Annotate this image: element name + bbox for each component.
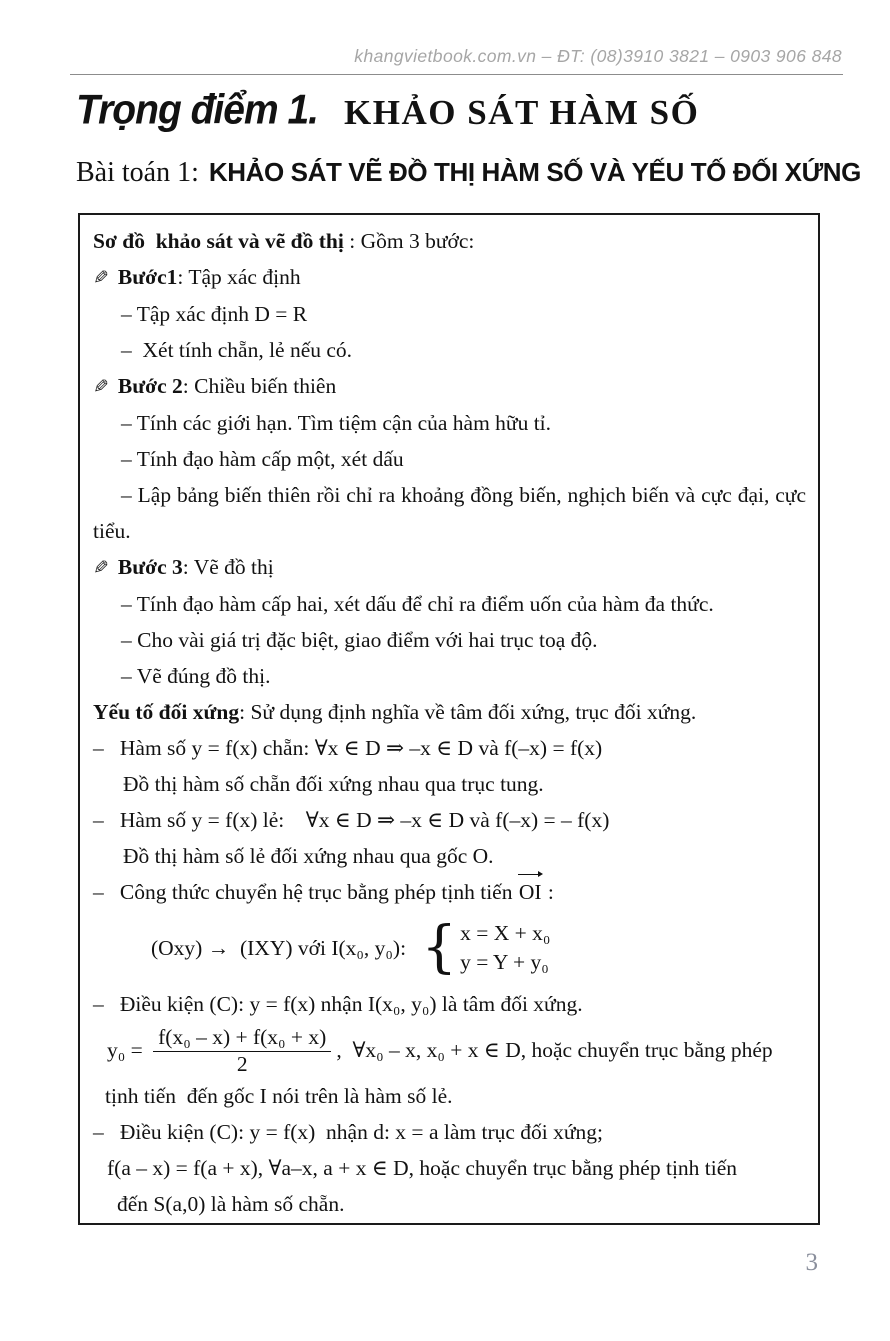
step2-heading xyxy=(93,368,806,405)
pen-icon: ✎ xyxy=(93,557,109,579)
step3-item: – Vẽ đúng đồ thị. xyxy=(121,664,271,688)
center-condition-formula xyxy=(93,1022,806,1078)
header-url: khangvietbook.com.vn – ĐT: (08)3910 3821 – 0903 906 848 xyxy=(354,46,842,66)
section-subtitle xyxy=(76,157,861,189)
fraction-denominator: 2 xyxy=(236,1051,248,1076)
odd-function-note: Đồ thị hàm số lẻ đối xứng nhau qua gốc O. xyxy=(123,844,494,868)
fraction-lhs: y₀ = xyxy=(107,1037,149,1062)
page-title-script: Trọng điểm 1. xyxy=(76,87,318,133)
subtitle-lead: Bài toán 1: xyxy=(76,157,199,188)
brace-glyph: { xyxy=(421,915,458,980)
step3-rest: : Vẽ đồ thị xyxy=(182,555,274,579)
step2-rest: : Chiều biến thiên xyxy=(182,374,337,398)
translate-lead: – Công thức chuyển hệ trục bằng phép tịnh tiến xyxy=(93,880,518,904)
system-eq2: y = Y + y₀ xyxy=(460,950,549,974)
subtitle-main: KHẢO SÁT VẼ ĐỒ THỊ HÀM SỐ VÀ YẾU TỐ ĐỐI XỨNG xyxy=(208,157,861,187)
page-title-main: KHẢO SÁT HÀM SỐ xyxy=(344,93,700,132)
coordinate-system-formula xyxy=(93,910,806,986)
step1-heading xyxy=(93,259,806,296)
pen-icon: ✎ xyxy=(93,267,109,289)
step2-paragraph: – Lập bảng biến thiên rồi chỉ ra khoảng đồng biến, nghịch biến và cực đại, cực tiểu. xyxy=(93,483,812,543)
step3-label: Bước 3 xyxy=(117,555,183,579)
fraction xyxy=(153,1024,331,1077)
translate-lead-line xyxy=(93,874,806,910)
symmetry-bold: Yếu tố đối xứng xyxy=(93,700,240,724)
intro-bold: Sơ đồ khảo sát và vẽ đồ thị xyxy=(93,229,344,253)
symmetry-heading xyxy=(93,694,806,730)
axis-condition-line: – Điều kiện (C): y = f(x) nhận d: x = a làm trục đối xứng; xyxy=(93,1120,603,1144)
axis-condition-continuation: đến S(a,0) là hàm số chẵn. xyxy=(117,1192,345,1216)
step1-label: Bước1 xyxy=(117,265,178,289)
step1-item: – Xét tính chẵn, lẻ nếu có. xyxy=(121,338,353,362)
pen-icon: ✎ xyxy=(93,376,109,398)
even-function-note: Đồ thị hàm số chẵn đối xứng nhau qua trục tung. xyxy=(123,772,544,796)
system-equations xyxy=(460,919,550,977)
intro-line xyxy=(93,223,806,259)
header-divider xyxy=(70,74,843,75)
page-title xyxy=(76,87,700,134)
step3-heading xyxy=(93,549,806,586)
even-function-line: – Hàm số y = f(x) chẵn: ∀x ∈ D ⇒ –x ∈ D và f(–x) = f(x) xyxy=(93,736,603,760)
step2-item: – Tính các giới hạn. Tìm tiệm cận của hàm hữu tỉ. xyxy=(121,411,552,435)
system-eq1: x = X + x₀ xyxy=(460,921,551,945)
step2-label: Bước 2 xyxy=(117,374,183,398)
odd-function-line: – Hàm số y = f(x) lẻ: ∀x ∈ D ⇒ –x ∈ D và f(–x) = – f(x) xyxy=(93,808,610,832)
system-prefix: (Oxy) → (IXY) với I(x₀, y₀): xyxy=(151,935,412,960)
vector-oi: OI xyxy=(518,874,543,910)
symmetry-rest: : Sử dụng định nghĩa về tâm đối xứng, trục đối xứng. xyxy=(239,700,697,724)
step1-item: – Tập xác định D = R xyxy=(121,302,308,326)
page-number: 3 xyxy=(805,1249,818,1276)
step2-item: – Tính đạo hàm cấp một, xét dấu xyxy=(121,447,404,471)
center-condition-line: – Điều kiện (C): y = f(x) nhận I(x₀, y₀) là tâm đối xứng. xyxy=(93,992,583,1016)
translate-colon: : xyxy=(542,880,554,904)
fraction-numerator: f(x₀ – x) + f(x₀ + x) xyxy=(153,1024,331,1052)
fraction-rhs: , ∀x₀ – x, x₀ + x ∈ D, hoặc chuyển trục bằng phép xyxy=(336,1037,773,1062)
axis-condition-formula: f(a – x) = f(a + x), ∀a–x, a + x ∈ D, hoặc chuyển trục bằng phép tịnh tiến xyxy=(107,1156,738,1180)
intro-rest: : Gồm 3 bước: xyxy=(343,229,475,253)
step3-item: – Cho vài giá trị đặc biệt, giao điểm với hai trục toạ độ. xyxy=(121,628,598,652)
center-condition-continuation: tịnh tiến đến gốc I nói trên là hàm số lẻ. xyxy=(105,1084,453,1108)
content-box xyxy=(78,213,820,1225)
step3-item: – Tính đạo hàm cấp hai, xét dấu để chỉ ra điểm uốn của hàm đa thức. xyxy=(121,592,714,616)
step1-rest: : Tập xác định xyxy=(177,265,301,289)
